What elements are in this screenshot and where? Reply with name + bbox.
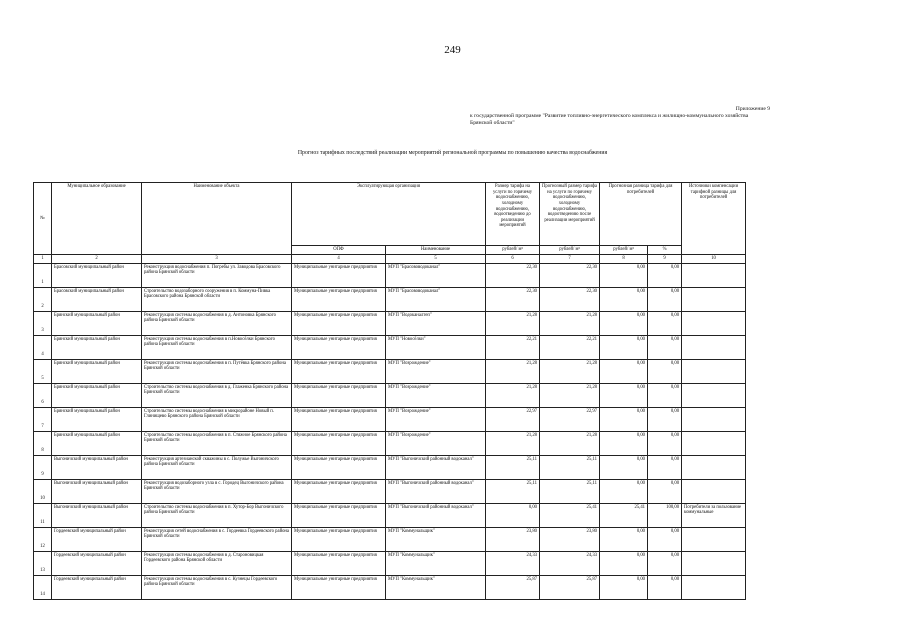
cell-n: 14 <box>34 575 52 599</box>
cell-t1: 25,87 <box>486 575 540 599</box>
cell-p: 0,00 <box>648 527 682 551</box>
cell-opf: Муниципальные унитарные предприятия <box>292 287 386 311</box>
cell-obj: Реконструкция системы водоснабжения в д. Староновицкая Гордеевского района Брянской области <box>142 551 292 575</box>
cell-t2: 22,30 <box>540 287 600 311</box>
header-forecast-diff: Прогнозная разница тарифа для потребителей <box>600 183 682 246</box>
cell-p: 0,00 <box>648 263 682 287</box>
cell-p: 0,00 <box>648 431 682 455</box>
cell-n: 4 <box>34 335 52 359</box>
cell-org: МУП "Брасововодоканал" <box>386 287 486 311</box>
cell-t2: 21,28 <box>540 359 600 383</box>
cell-opf: Муниципальные унитарные предприятия <box>292 527 386 551</box>
column-number: 5 <box>386 254 486 263</box>
table-row <box>34 575 746 599</box>
cell-p: 0,00 <box>648 479 682 503</box>
cell-obj: Реконструкция водозаборного узла в с. Городец Выгоничского района Брянской области <box>142 479 292 503</box>
cell-org: МУП "Коммунальщик" <box>386 527 486 551</box>
table-row <box>34 479 746 503</box>
header-sources: Источники компенсации тарифной разницы для потребителей <box>682 183 746 255</box>
table-row <box>34 263 746 287</box>
appendix-subtitle: к государственной программе "Развитие топливно-энергетического комплекса и жилищно-коммунального хозяйства Брянской области" <box>470 112 749 126</box>
cell-t1: 25,11 <box>486 479 540 503</box>
cell-src <box>682 263 746 287</box>
cell-p: 0,00 <box>648 455 682 479</box>
header-unit-pct: % <box>648 246 682 255</box>
table-row <box>34 527 746 551</box>
cell-mo: Брянский муниципальный район <box>52 431 142 455</box>
cell-mo: Брянский муниципальный район <box>52 335 142 359</box>
cell-opf: Муниципальные унитарные предприятия <box>292 383 386 407</box>
cell-opf: Муниципальные унитарные предприятия <box>292 407 386 431</box>
cell-n: 5 <box>34 359 52 383</box>
cell-src <box>682 479 746 503</box>
cell-src <box>682 287 746 311</box>
cell-mo: Брасовский муниципальный район <box>52 263 142 287</box>
appendix-block <box>470 106 770 127</box>
cell-n: 1 <box>34 263 52 287</box>
cell-org: МУП "Коммунальщик" <box>386 575 486 599</box>
cell-org: МУП "Выгоничский районный водоканал" <box>386 503 486 527</box>
cell-d: 0,00 <box>600 455 648 479</box>
cell-mo: Брасовский муниципальный район <box>52 287 142 311</box>
cell-opf: Муниципальные унитарные предприятия <box>292 311 386 335</box>
header-municipality: Муниципальное образование <box>52 183 142 255</box>
cell-t1: 21,28 <box>486 431 540 455</box>
cell-p: 0,00 <box>648 551 682 575</box>
table-row <box>34 503 746 527</box>
cell-d: 0,00 <box>600 287 648 311</box>
page-number: 249 <box>444 44 461 56</box>
cell-t2: 22,30 <box>540 263 600 287</box>
cell-t1: 21,28 <box>486 383 540 407</box>
header-unit-rub: рублей/ м³ <box>540 246 600 255</box>
cell-org: МУП "Выгоничский районный водоканал" <box>386 455 486 479</box>
table-row <box>34 311 746 335</box>
header-operator: Эксплуатирующая организация <box>292 183 486 246</box>
cell-mo: Выгоничский муниципальный район <box>52 455 142 479</box>
column-number: 3 <box>142 254 292 263</box>
column-number: 1 <box>34 254 52 263</box>
cell-t2: 22,21 <box>540 335 600 359</box>
cell-t2: 21,28 <box>540 431 600 455</box>
cell-obj: Реконструкция системы водоснабжения в п.Новосёлки Брянского района Брянской области <box>142 335 292 359</box>
cell-opf: Муниципальные унитарные предприятия <box>292 575 386 599</box>
cell-d: 0,00 <box>600 575 648 599</box>
table-row <box>34 359 746 383</box>
cell-t1: 25,11 <box>486 455 540 479</box>
cell-d: 0,00 <box>600 311 648 335</box>
cell-org: МУП "Возрождение" <box>386 383 486 407</box>
appendix-title: Приложение 9 <box>735 106 770 112</box>
tariff-table <box>33 182 746 600</box>
cell-d: 0,00 <box>600 551 648 575</box>
cell-org: МУП "Возрождение" <box>386 407 486 431</box>
header-no: № <box>34 183 52 255</box>
cell-mo: Брянский муниципальный район <box>52 383 142 407</box>
cell-src: Потребители за пользование коммунальные <box>682 503 746 527</box>
cell-d: 0,00 <box>600 527 648 551</box>
cell-t2: 23,80 <box>540 527 600 551</box>
cell-src <box>682 575 746 599</box>
cell-obj: Строительство системы водоснабжения в п. Хутор-Бор Выгоничского района Брянской области <box>142 503 292 527</box>
cell-t2: 25,41 <box>540 503 600 527</box>
cell-mo: Брянский муниципальный район <box>52 407 142 431</box>
cell-p: 0,00 <box>648 407 682 431</box>
cell-opf: Муниципальные унитарные предприятия <box>292 503 386 527</box>
table-row <box>34 287 746 311</box>
table-row <box>34 551 746 575</box>
cell-p: 0,00 <box>648 359 682 383</box>
table-row <box>34 335 746 359</box>
cell-t1: 0,00 <box>486 503 540 527</box>
cell-t1: 24,33 <box>486 551 540 575</box>
header-projected-tariff: Прогнозный размер тарифа на услуги по горячему водоснабжению, холодному водоснабжению, водоотведению после реализации мероприятий <box>540 183 600 246</box>
cell-org: МУП "Коммунальщик" <box>386 551 486 575</box>
cell-src <box>682 335 746 359</box>
cell-d: 0,00 <box>600 383 648 407</box>
cell-opf: Муниципальные унитарные предприятия <box>292 479 386 503</box>
cell-obj: Реконструкция сетей водоснабжения в с. Гордеевка Гордеевского района Брянской области <box>142 527 292 551</box>
cell-src <box>682 407 746 431</box>
table-row <box>34 383 746 407</box>
cell-d: 25,41 <box>600 503 648 527</box>
column-number: 9 <box>648 254 682 263</box>
cell-obj: Строительство системы водоснабжения в д. Глаженка Брянского района Брянской области <box>142 383 292 407</box>
cell-mo: Гордеевский муниципальный район <box>52 527 142 551</box>
cell-d: 0,00 <box>600 479 648 503</box>
cell-d: 0,00 <box>600 431 648 455</box>
cell-opf: Муниципальные унитарные предприятия <box>292 359 386 383</box>
column-numbers-row <box>34 254 746 263</box>
cell-org: МУП "Возрождение" <box>386 359 486 383</box>
cell-org: МУП "Брасововодоканал" <box>386 263 486 287</box>
cell-mo: Брянский муниципальный район <box>52 359 142 383</box>
table-row <box>34 455 746 479</box>
cell-p: 0,00 <box>648 383 682 407</box>
cell-src <box>682 311 746 335</box>
header-object: Наименование объекта <box>142 183 292 255</box>
cell-obj: Реконструкция системы водоснабжения в д. Антоновка Брянского района Брянской области <box>142 311 292 335</box>
header-opf: ОПФ <box>292 246 386 255</box>
cell-obj: Реконструкция артезианской скважины в с. Полужье Выгоничского района Брянской области <box>142 455 292 479</box>
column-number: 10 <box>682 254 746 263</box>
cell-obj: Строительство водозаборного сооружения в п. Коммуна-Пивка Брасовского района Брянской области <box>142 287 292 311</box>
cell-p: 0,00 <box>648 575 682 599</box>
cell-src <box>682 455 746 479</box>
cell-obj: Реконструкция водоснабжения п. Погребы ул. Заводова Брасовского района Брянской области <box>142 263 292 287</box>
cell-t2: 25,11 <box>540 479 600 503</box>
cell-org: МУП "Новосёлки" <box>386 335 486 359</box>
cell-t1: 22,30 <box>486 263 540 287</box>
cell-src <box>682 431 746 455</box>
cell-n: 8 <box>34 431 52 455</box>
cell-t2: 21,28 <box>540 311 600 335</box>
cell-mo: Выгоничский муниципальный район <box>52 503 142 527</box>
cell-t1: 21,28 <box>486 311 540 335</box>
cell-opf: Муниципальные унитарные предприятия <box>292 335 386 359</box>
cell-n: 11 <box>34 503 52 527</box>
cell-n: 10 <box>34 479 52 503</box>
cell-d: 0,00 <box>600 263 648 287</box>
cell-src <box>682 551 746 575</box>
cell-opf: Муниципальные унитарные предприятия <box>292 263 386 287</box>
header-name: Наименование <box>386 246 486 255</box>
column-number: 6 <box>486 254 540 263</box>
cell-t2: 21,28 <box>540 383 600 407</box>
cell-src <box>682 359 746 383</box>
cell-src <box>682 527 746 551</box>
cell-t1: 22,97 <box>486 407 540 431</box>
cell-n: 12 <box>34 527 52 551</box>
cell-t2: 25,11 <box>540 455 600 479</box>
cell-n: 13 <box>34 551 52 575</box>
header-unit-rub: рублей/ м³ <box>600 246 648 255</box>
cell-obj: Строительство системы водоснабжения в п. Стяжное Брянского района Брянской области <box>142 431 292 455</box>
document-heading: Прогноз тарифных последствий реализации мероприятий региональной программы по повышению качества водоснабжения <box>297 150 608 156</box>
cell-obj: Строительство системы водоснабжения в микрорайоне Новый п. Глинищево Брянского района Брянской области <box>142 407 292 431</box>
cell-t2: 25,87 <box>540 575 600 599</box>
cell-opf: Муниципальные унитарные предприятия <box>292 431 386 455</box>
cell-org: МУП "Водоканалтеп" <box>386 311 486 335</box>
column-number: 2 <box>52 254 142 263</box>
cell-p: 0,00 <box>648 335 682 359</box>
cell-p: 0,00 <box>648 287 682 311</box>
cell-p: 100,00 <box>648 503 682 527</box>
column-number: 8 <box>600 254 648 263</box>
cell-mo: Гордеевский муниципальный район <box>52 551 142 575</box>
cell-mo: Брянский муниципальный район <box>52 311 142 335</box>
column-number: 4 <box>292 254 386 263</box>
cell-n: 2 <box>34 287 52 311</box>
cell-d: 0,00 <box>600 335 648 359</box>
cell-opf: Муниципальные унитарные предприятия <box>292 455 386 479</box>
column-number: 7 <box>540 254 600 263</box>
cell-mo: Выгоничский муниципальный район <box>52 479 142 503</box>
cell-src <box>682 383 746 407</box>
cell-opf: Муниципальные унитарные предприятия <box>292 551 386 575</box>
cell-d: 0,00 <box>600 407 648 431</box>
cell-mo: Гордеевский муниципальный район <box>52 575 142 599</box>
cell-n: 9 <box>34 455 52 479</box>
header-tariff-size: Размер тарифа на услуги по горячему водоснабжению, холодному водоснабжению, водоотведению до реализации мероприятий <box>486 183 540 246</box>
cell-n: 3 <box>34 311 52 335</box>
cell-obj: Реконструкция системы водоснабжения в с. Кузнецы Гордеевского района Брянской области <box>142 575 292 599</box>
cell-t2: 22,97 <box>540 407 600 431</box>
cell-p: 0,00 <box>648 311 682 335</box>
cell-obj: Реконструкция системы водоснабжения в п. Путёвка Брянского района Брянской области <box>142 359 292 383</box>
cell-n: 6 <box>34 383 52 407</box>
cell-n: 7 <box>34 407 52 431</box>
table-row <box>34 431 746 455</box>
header-unit-rub: рублей/ м³ <box>486 246 540 255</box>
cell-t1: 22,21 <box>486 335 540 359</box>
cell-t1: 23,80 <box>486 527 540 551</box>
cell-t1: 22,30 <box>486 287 540 311</box>
cell-t2: 24,33 <box>540 551 600 575</box>
cell-d: 0,00 <box>600 359 648 383</box>
table-row <box>34 407 746 431</box>
cell-org: МУП "Возрождение" <box>386 431 486 455</box>
cell-org: МУП "Выгоничский районный водоканал" <box>386 479 486 503</box>
cell-t1: 21,28 <box>486 359 540 383</box>
